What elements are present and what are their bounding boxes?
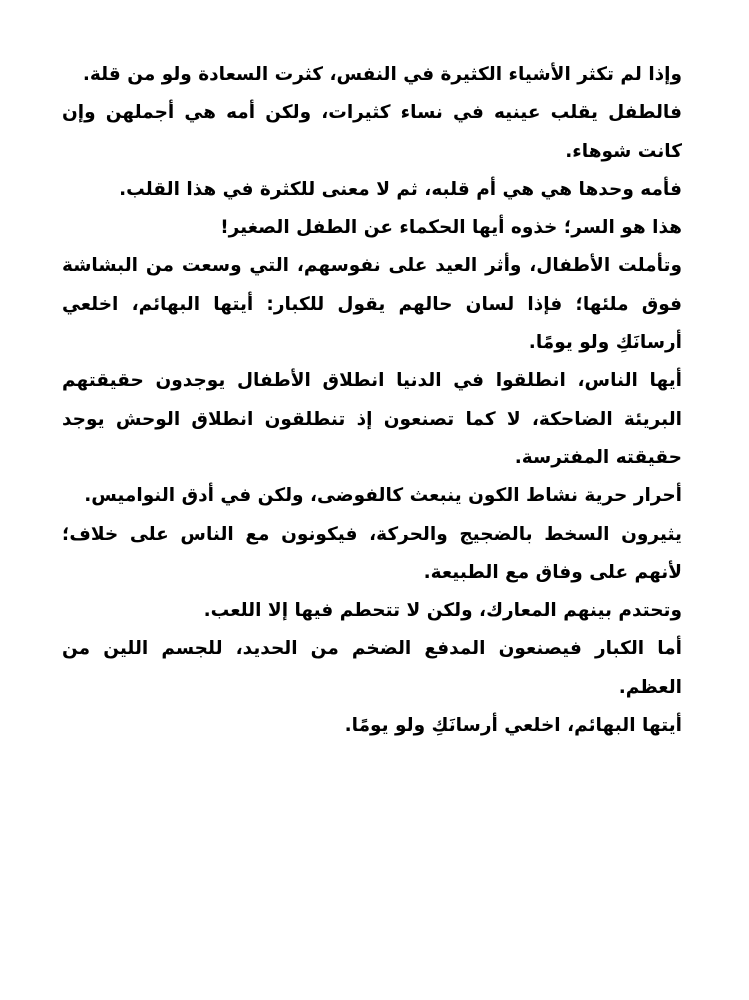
paragraph-2: فالطفل يقلب عينيه في نساء كثيرات، ولكن أمه هي أجملهن وإن كانت شوهاء. xyxy=(62,102,682,162)
paragraph-1: وإذا لم تكثر الأشياء الكثيرة في النفس، كثرت السعادة ولو من قلة. xyxy=(82,64,682,85)
paragraph-11: أيتها البهائم، اخلعي أرسانَكِ ولو يومًا. xyxy=(344,715,682,737)
paragraph-10: أما الكبار فيصنعون المدفع الضخم من الحديد، للجسم اللين من العظم. xyxy=(62,638,682,698)
paragraph-3: فأمه وحدها هي هي أم قلبه، ثم لا معنى للكثرة في هذا القلب. xyxy=(119,178,682,200)
paragraph-4: هذا هو السر؛ خذوه أيها الحكماء عن الطفل الصغير! xyxy=(220,217,682,239)
body-text xyxy=(62,56,682,745)
paragraph-5: وتأملت الأطفال، وأثر العيد على نفوسهم، التي وسعت من البشاشة فوق ملئها؛ فإذا لسان حالهم يقول للكبار: أيتها البهائم، اخلعي أرسانَكِ ولو يومًا. xyxy=(62,255,682,354)
paragraph-9: وتحتدم بينهم المعارك، ولكن لا تتحطم فيها إلا اللعب. xyxy=(203,600,682,622)
paragraph-7: أحرار حرية نشاط الكون ينبعث كالفوضى، ولكن في أدق النواميس. xyxy=(84,485,682,507)
paragraph-8: يثيرون السخط بالضجيج والحركة، فيكونون مع الناس على خلاف؛ لأنهم على وفاق مع الطبيعة. xyxy=(62,523,682,583)
paragraph-6: أيها الناس، انطلقوا في الدنيا انطلاق الأطفال يوجدون حقيقتهم البريئة الضاحكة، لا كما تصنعون إذ تنطلقون انطلاق الوحش يوجد حقيقته المفترسة. xyxy=(62,370,682,468)
